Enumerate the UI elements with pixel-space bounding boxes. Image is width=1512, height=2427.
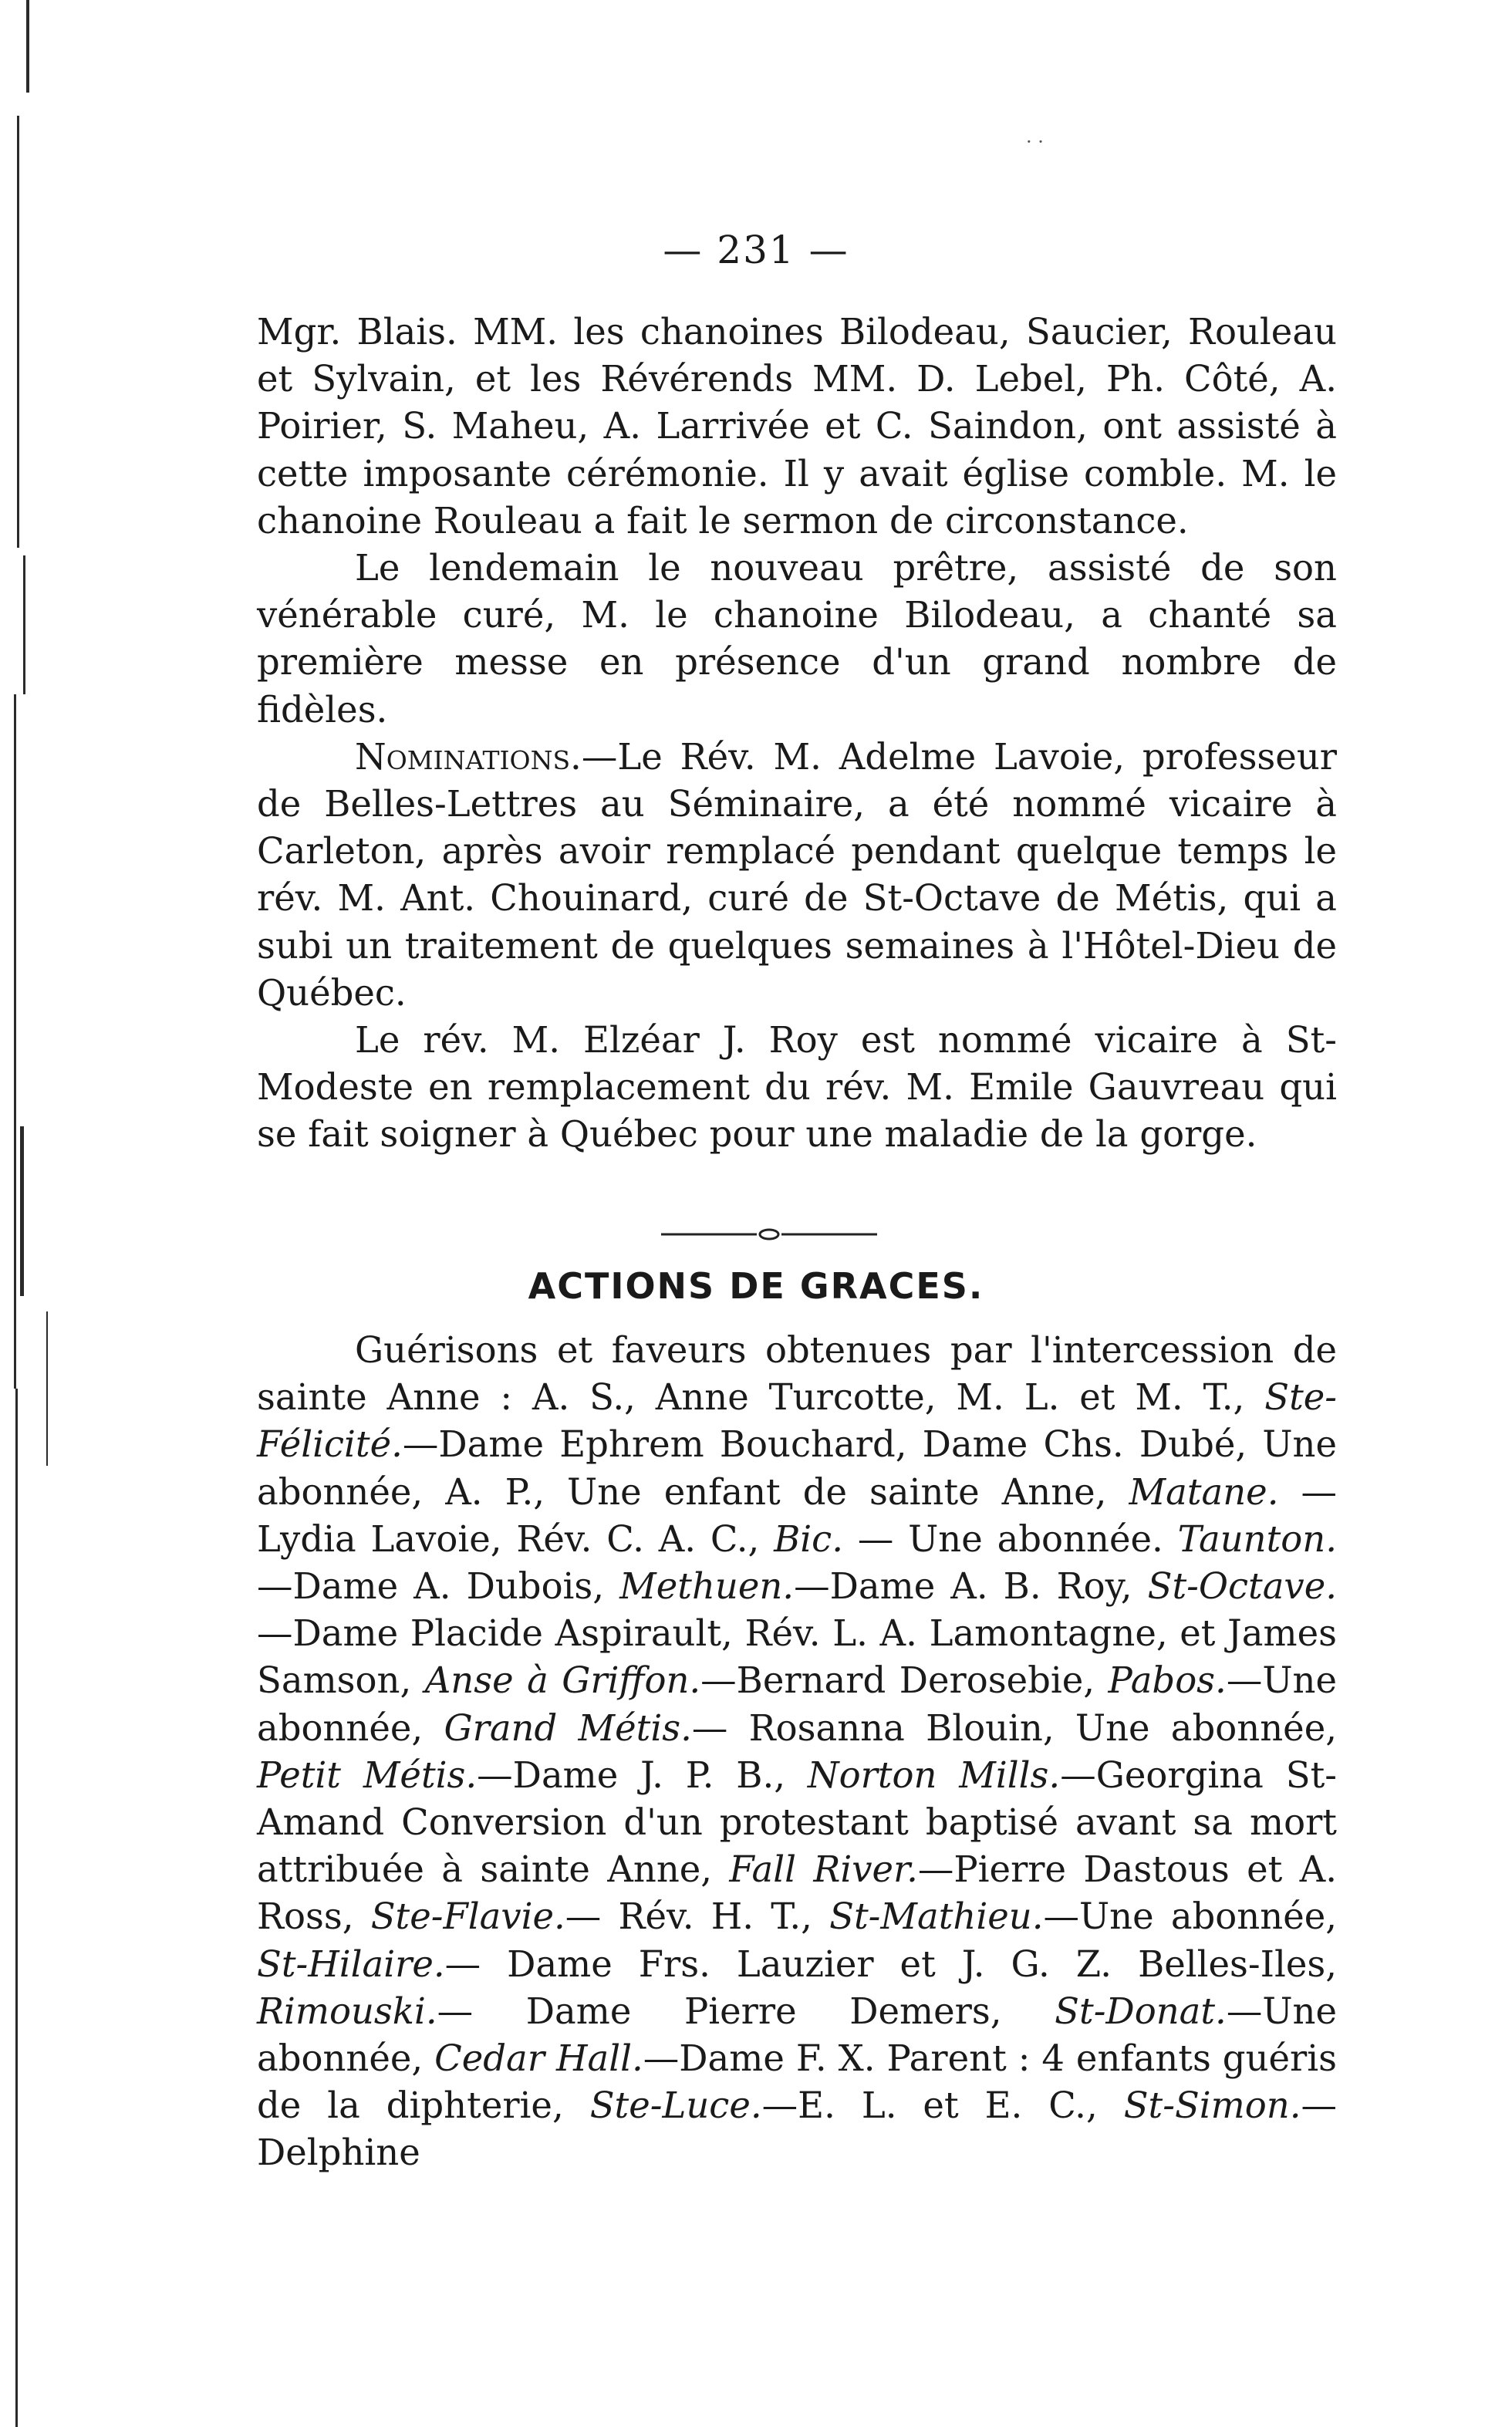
- page-number: — 231 —: [663, 228, 849, 272]
- graces-text: —Dame Ephrem Bouchard, Dame Chs. Dubé, Une abonnée, A. P., Une enfant de sainte Anne,: [257, 1423, 1337, 1513]
- graces-text: —Dame F. X. Parent : 4 enfants guéris de la diphterie,: [257, 2037, 1337, 2127]
- graces-text: — Rév. H. T.,: [565, 1895, 830, 1938]
- place-name: Rimouski.: [257, 1990, 437, 2032]
- graces-text: —Dame J. P. B.,: [477, 1754, 808, 1796]
- paragraph-graces: [257, 1327, 1337, 2177]
- paragraph-roy-nomination: Le rév. M. Elzéar J. Roy est nommé vicaire à St-Modeste en remplacement du rév. M. Emile Gauvreau qui se fait soigner à Québec pour une maladie de la gorge.: [257, 1019, 1337, 1156]
- graces-text: —E. L. et E. C.,: [761, 2084, 1124, 2127]
- paragraph-first-mass: Le lendemain le nouveau prêtre, assisté de son vénérable curé, M. le chanoine Bilodeau, a chanté sa première messe en présence d'un grand nombre de fidèles.: [257, 547, 1337, 731]
- place-name: Grand Métis.: [444, 1706, 692, 1749]
- nominations-lead: Nominations.: [355, 735, 582, 778]
- graces-text: —Georgina St-Amand Conversion d'un protestant baptisé avant sa mort attribuée à sainte Anne,: [257, 1754, 1337, 1891]
- place-name: Ste-Flavie.: [370, 1895, 565, 1938]
- place-name: Norton Mills.: [807, 1754, 1061, 1796]
- graces-text: —Bernard Derosebie,: [700, 1659, 1109, 1702]
- section-heading: ACTIONS DE GRACES.: [528, 1265, 984, 1307]
- place-name: St-Hilaire.: [257, 1943, 445, 1985]
- place-name: Cedar Hall.: [434, 2037, 643, 2080]
- section-divider: [661, 1227, 877, 1242]
- paragraph-nominations: [257, 734, 1337, 1017]
- graces-text: —Dame A. B. Roy,: [794, 1565, 1148, 1608]
- graces-text: — Une abonnée.: [843, 1517, 1178, 1560]
- place-name: Ste-Luce.: [589, 2084, 762, 2127]
- graces-text: — Dame Frs. Lauzier et J. G. Z. Belles-Iles,: [444, 1943, 1337, 1985]
- place-name: Methuen.: [619, 1565, 795, 1608]
- place-name: Pabos.: [1108, 1659, 1227, 1702]
- graces-text: —Une abonnée,: [257, 1990, 1337, 2080]
- graces-text: —Pierre Dastous et A. Ross,: [257, 1848, 1337, 1938]
- place-name: St-Donat.: [1055, 1990, 1227, 2032]
- binding-edge: [0, 0, 69, 2427]
- place-name: St-Octave.: [1147, 1565, 1337, 1608]
- section-heading-wrap: [0, 1265, 1512, 1307]
- place-name: Fall River.: [729, 1848, 918, 1891]
- text-block-top: [257, 309, 1337, 1188]
- place-name: Bic.: [774, 1517, 844, 1560]
- place-name: St-Mathieu.: [829, 1895, 1044, 1938]
- graces-text: —Une abonnée,: [257, 1659, 1337, 1749]
- place-name: Matane.: [1129, 1470, 1279, 1513]
- place-name: St-Simon.: [1123, 2084, 1301, 2127]
- graces-text: —Une abonnée,: [1043, 1895, 1338, 1938]
- graces-text: Guérisons et faveurs obtenues par l'intercession de sainte Anne : A. S., Anne Turcotte, M. L. et M. T.,: [257, 1329, 1337, 1419]
- place-name: Taunton.: [1177, 1517, 1338, 1560]
- place-name: Ste-Félicité.: [257, 1376, 1337, 1466]
- graces-text: —Lydia Lavoie, Rév. C. A. C.,: [257, 1470, 1337, 1560]
- graces-text: — Rosanna Blouin, Une abonnée,: [691, 1706, 1338, 1749]
- text-block-graces: [257, 1327, 1337, 2345]
- graces-text: — Dame Pierre Demers,: [437, 1990, 1055, 2032]
- graces-text: —Dame Placide Aspirault, Rév. L. A. Lamontagne, et James Samson,: [257, 1612, 1337, 1702]
- margin-dots: · ·: [1026, 131, 1044, 153]
- graces-text: —Delphine: [257, 2084, 1337, 2174]
- nominations-text: —Le Rév. M. Adelme Lavoie, professeur de Belles-Lettres au Séminaire, a été nommé vicaire à Carleton, après avoir remplacé pendant quelque temps le rév. M. Ant. Chouinard, curé de St-Octave de Métis, qui a subi un traitement de quelques semaines à l'Hôtel-Dieu de Québec.: [257, 735, 1337, 1014]
- graces-text: —Dame A. Dubois,: [257, 1565, 620, 1608]
- place-name: Petit Métis.: [257, 1754, 478, 1796]
- place-name: Anse à Griffon.: [424, 1659, 701, 1702]
- paragraph-ordination-continued: Mgr. Blais. MM. les chanoines Bilodeau, Saucier, Rouleau et Sylvain, et les Révérends MM. D. Lebel, Ph. Côté, A. Poirier, S. Maheu, A. Larrivée et C. Saindon, ont assisté à cette imposante cérémonie. Il y avait église comble. M. le chanoine Rouleau a fait le sermon de circonstance.: [257, 311, 1337, 542]
